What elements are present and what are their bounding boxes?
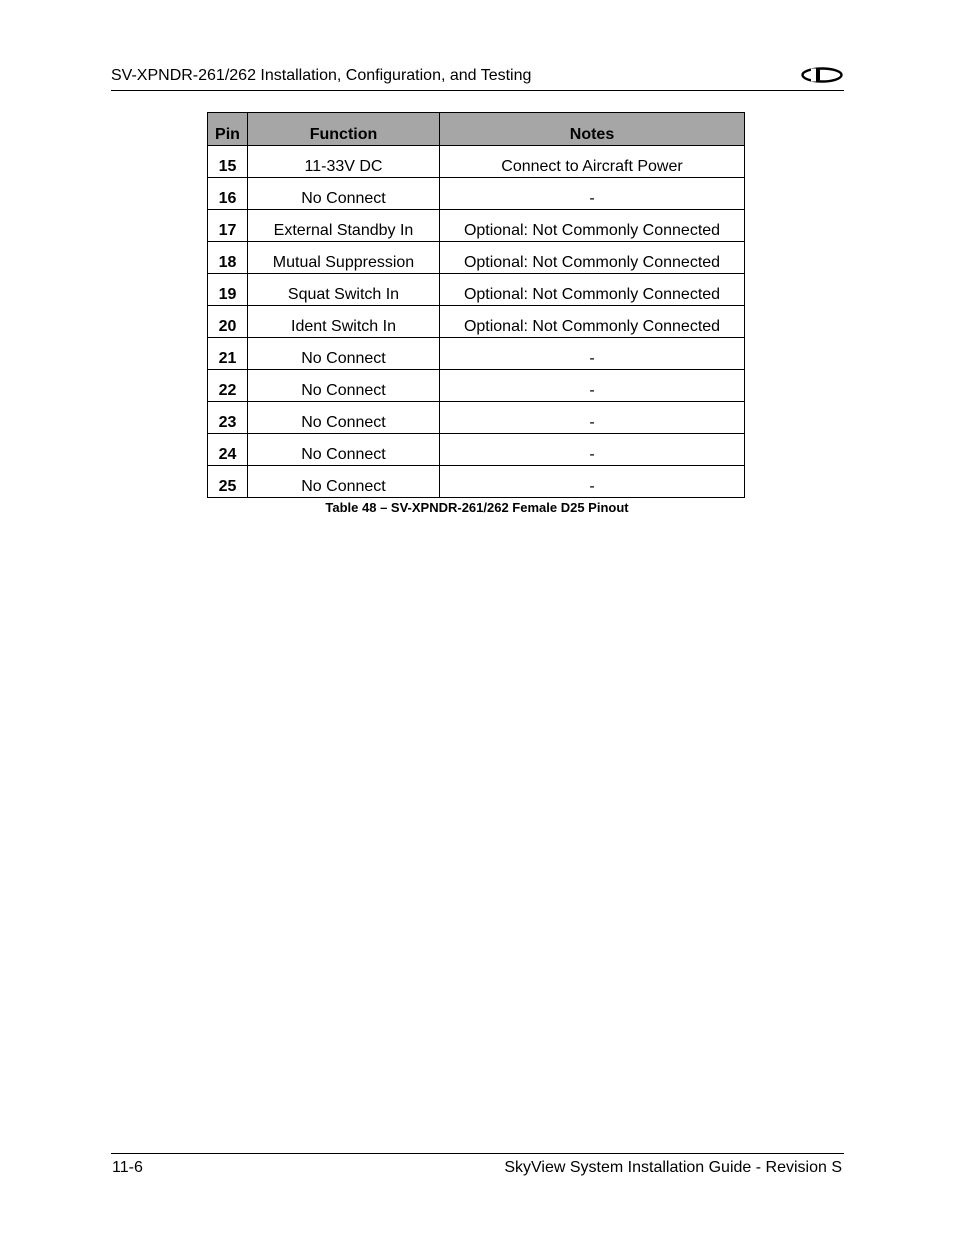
function-cell: No Connect: [248, 434, 440, 466]
notes-cell: Optional: Not Commonly Connected: [440, 274, 745, 306]
page-footer: [111, 1153, 844, 1184]
function-cell: No Connect: [248, 466, 440, 498]
dynon-logo-icon: [801, 67, 843, 83]
function-cell: Mutual Suppression: [248, 242, 440, 274]
function-cell: No Connect: [248, 402, 440, 434]
table-row: [208, 338, 745, 370]
column-header-function: Function: [248, 113, 440, 146]
table-row: [208, 242, 745, 274]
notes-cell: -: [440, 178, 745, 210]
pin-cell: 21: [208, 338, 248, 370]
notes-cell: -: [440, 338, 745, 370]
function-cell: 11-33V DC: [248, 146, 440, 178]
pinout-table: [207, 112, 745, 498]
table-header-row: [208, 113, 745, 146]
function-cell: No Connect: [248, 338, 440, 370]
pin-cell: 24: [208, 434, 248, 466]
table-row: [208, 210, 745, 242]
column-header-pin: Pin: [208, 113, 248, 146]
function-cell: External Standby In: [248, 210, 440, 242]
pin-cell: 22: [208, 370, 248, 402]
notes-cell: -: [440, 402, 745, 434]
table-row: [208, 402, 745, 434]
table-row: [208, 146, 745, 178]
notes-cell: -: [440, 466, 745, 498]
function-cell: Ident Switch In: [248, 306, 440, 338]
notes-cell: Optional: Not Commonly Connected: [440, 306, 745, 338]
pin-cell: 19: [208, 274, 248, 306]
notes-cell: Optional: Not Commonly Connected: [440, 242, 745, 274]
pin-cell: 16: [208, 178, 248, 210]
table-caption: Table 48 – SV-XPNDR-261/262 Female D25 Pinout: [325, 500, 629, 515]
notes-cell: -: [440, 370, 745, 402]
notes-cell: Connect to Aircraft Power: [440, 146, 745, 178]
column-header-notes: Notes: [440, 113, 745, 146]
footer-doc-title: SkyView System Installation Guide - Revision S: [504, 1159, 842, 1176]
header-title: SV-XPNDR-261/262 Installation, Configuration, and Testing: [111, 67, 532, 84]
pin-cell: 25: [208, 466, 248, 498]
pin-cell: 20: [208, 306, 248, 338]
pin-cell: 18: [208, 242, 248, 274]
pin-cell: 17: [208, 210, 248, 242]
table-row: [208, 434, 745, 466]
table-row: [208, 274, 745, 306]
notes-cell: Optional: Not Commonly Connected: [440, 210, 745, 242]
table-row: [208, 466, 745, 498]
function-cell: No Connect: [248, 178, 440, 210]
footer-page-number: 11-6: [112, 1159, 143, 1176]
function-cell: No Connect: [248, 370, 440, 402]
table-row: [208, 370, 745, 402]
pin-cell: 15: [208, 146, 248, 178]
pin-cell: 23: [208, 402, 248, 434]
table-body: [208, 146, 745, 498]
table-row: [208, 178, 745, 210]
function-cell: Squat Switch In: [248, 274, 440, 306]
notes-cell: -: [440, 434, 745, 466]
page-header: [111, 64, 844, 91]
table-row: [208, 306, 745, 338]
